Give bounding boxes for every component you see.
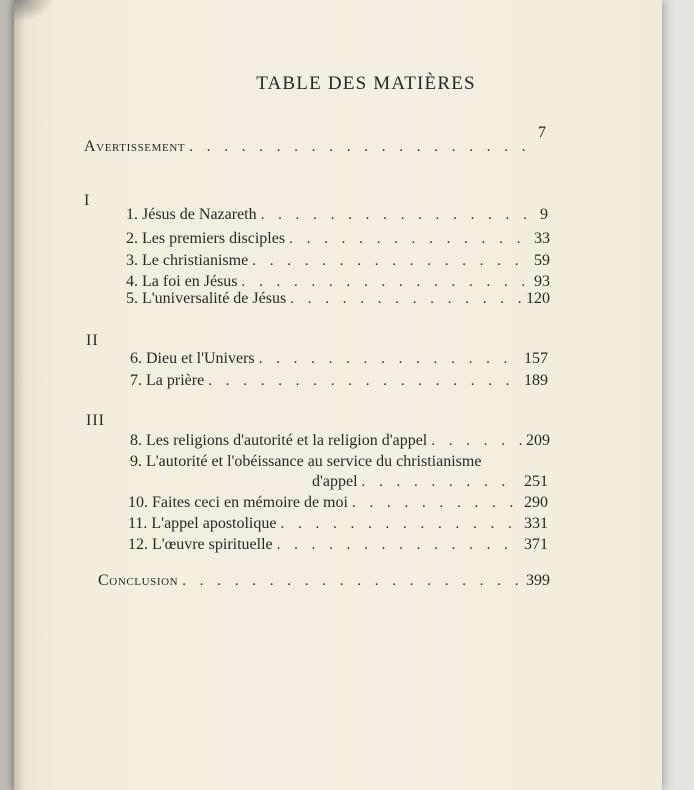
toc-page-number: 93 xyxy=(534,273,550,290)
toc-label: 5. L'universalité de Jésus xyxy=(126,290,287,307)
toc-page-number: 399 xyxy=(526,572,550,589)
toc-entry xyxy=(126,273,550,291)
toc-page-number: 290 xyxy=(524,494,548,511)
toc-label: Conclusion xyxy=(98,572,179,589)
toc-page-number: 209 xyxy=(526,432,550,449)
toc-entry xyxy=(312,473,548,491)
toc-entry xyxy=(130,372,548,390)
toc-label: 2. Les premiers disciples xyxy=(126,230,286,247)
toc-label: 6. Dieu et l'Univers xyxy=(130,350,255,367)
dot-leader xyxy=(182,573,522,590)
toc-entry xyxy=(130,350,548,368)
dot-leader xyxy=(431,433,522,450)
toc-page-number: 7 xyxy=(538,124,546,141)
dot-leader xyxy=(261,207,536,224)
toc-entry-conclusion xyxy=(98,572,550,590)
dot-leader xyxy=(189,139,534,156)
toc-label: 11. L'appel apostolique xyxy=(128,515,277,532)
toc-page-number: 331 xyxy=(524,515,548,532)
toc-label: 12. L'œuvre spirituelle xyxy=(128,536,273,553)
toc-page-number: 33 xyxy=(534,230,550,247)
toc-entry xyxy=(128,515,548,533)
toc-label: 8. Les religions d'autorité et la religion d'appel xyxy=(130,432,428,449)
toc-label: 4. La foi en Jésus xyxy=(126,273,238,290)
dot-leader xyxy=(277,537,520,554)
toc-entry xyxy=(126,230,550,248)
dot-leader xyxy=(242,274,530,291)
part-heading: III xyxy=(86,412,105,429)
dot-leader xyxy=(259,351,520,368)
toc-page-number: 251 xyxy=(524,473,548,490)
page-title: TABLE DES MATIÈRES xyxy=(256,73,476,94)
dot-leader xyxy=(352,495,520,512)
dot-leader xyxy=(289,231,530,248)
toc-entry xyxy=(128,536,548,554)
page-edge xyxy=(14,0,24,790)
dot-leader xyxy=(252,253,530,270)
toc-entry xyxy=(128,494,548,512)
part-heading: I xyxy=(84,192,91,209)
toc-label: 10. Faites ceci en mémoire de moi xyxy=(128,494,348,511)
toc-label: 3. Le christianisme xyxy=(126,252,249,269)
toc-label: 7. La prière xyxy=(130,372,205,389)
toc-entry xyxy=(126,252,550,270)
toc-entry xyxy=(126,206,548,224)
toc-entry xyxy=(126,290,550,308)
corner-shadow xyxy=(14,0,54,22)
part-heading: II xyxy=(86,332,99,349)
toc-page-number: 371 xyxy=(524,536,548,553)
toc-label: Avertissement xyxy=(84,138,186,155)
toc-page-number: 59 xyxy=(534,252,550,269)
toc-entry-avertissement xyxy=(84,124,546,156)
dot-leader xyxy=(208,373,520,390)
toc-label-continued: d'appel xyxy=(312,473,358,490)
dot-leader xyxy=(290,291,522,308)
toc-page-number: 9 xyxy=(540,206,548,223)
dot-leader xyxy=(362,474,520,491)
toc-page-number: 189 xyxy=(524,372,548,389)
toc-page-number: 120 xyxy=(526,290,550,307)
toc-page-number: 157 xyxy=(524,350,548,367)
dot-leader xyxy=(280,516,520,533)
toc-label: 1. Jésus de Nazareth xyxy=(126,206,257,223)
toc-entry xyxy=(130,432,550,450)
toc-label: 9. L'autorité et l'obéissance au service du christianisme xyxy=(130,453,482,470)
